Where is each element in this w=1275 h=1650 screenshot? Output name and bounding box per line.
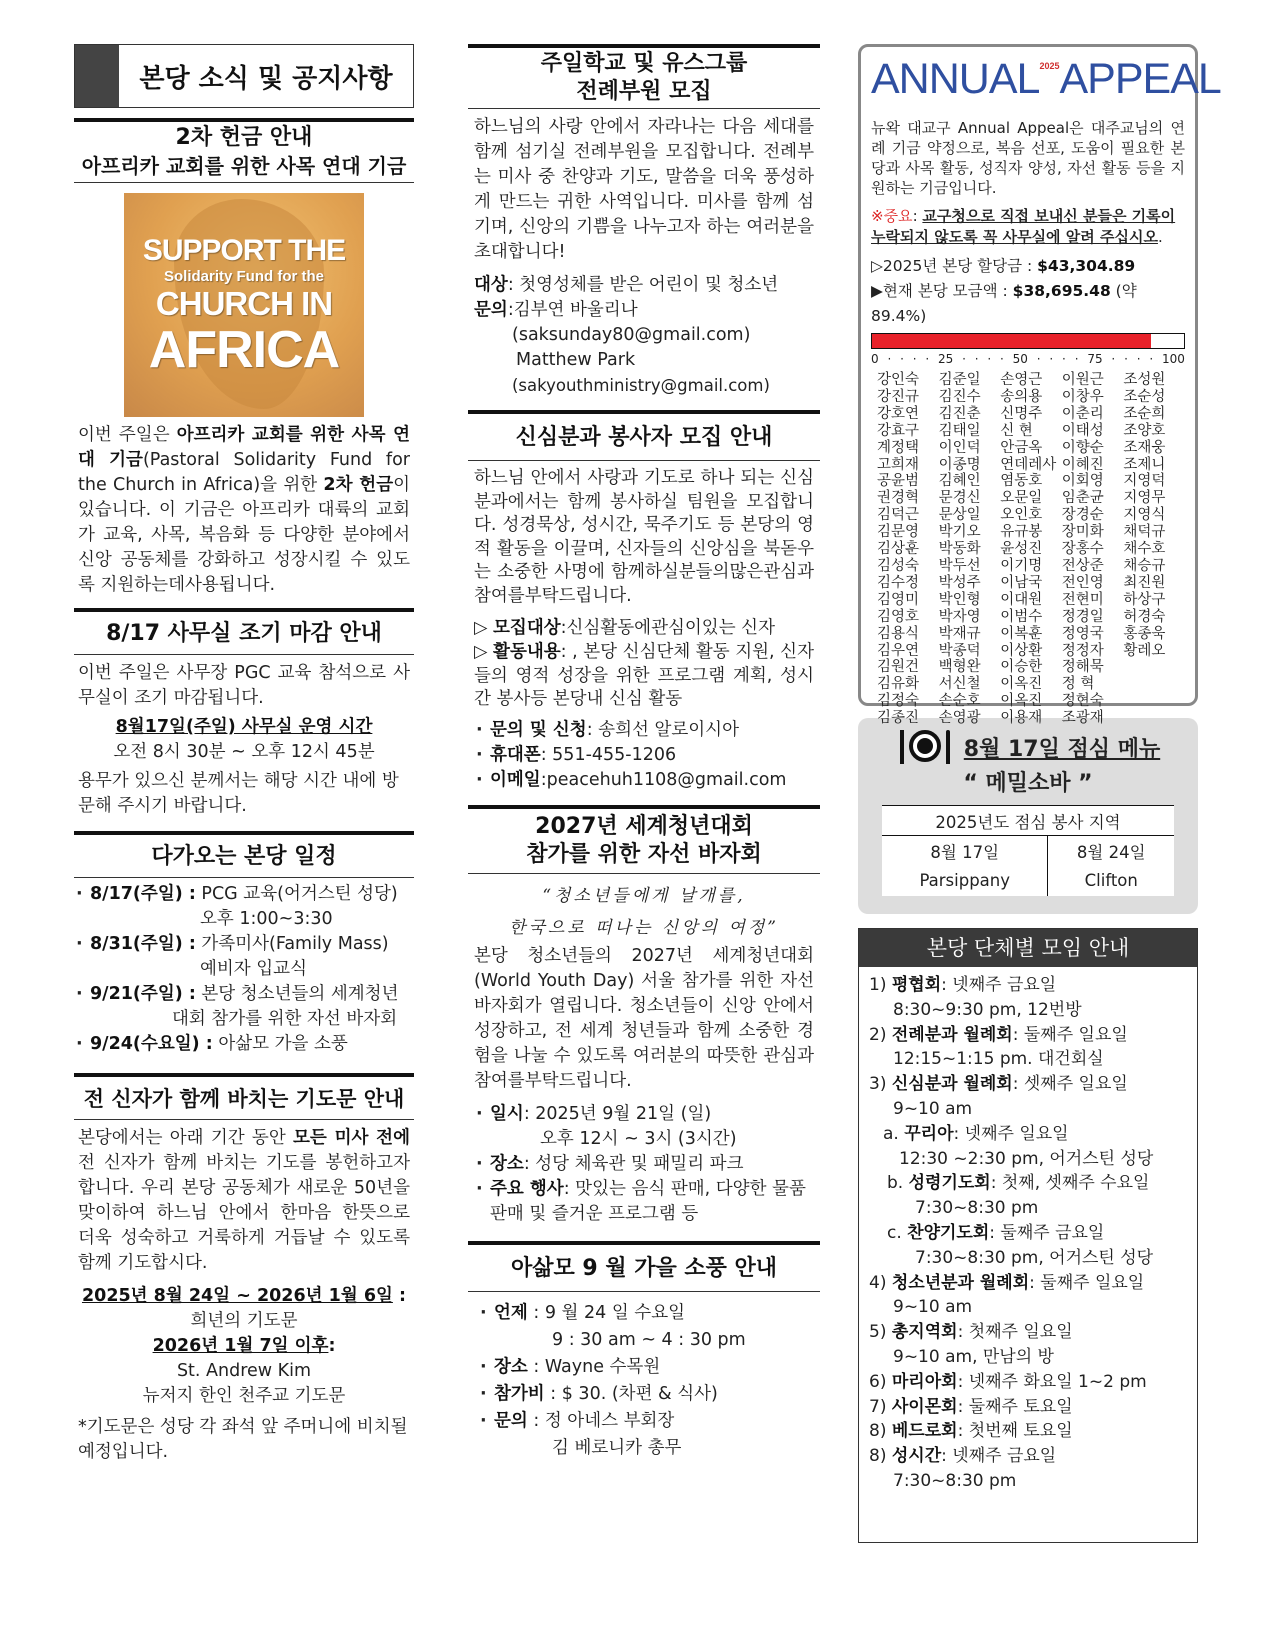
donor-name — [1123, 693, 1185, 710]
donor-name: 고희재 — [877, 456, 920, 473]
appeal-progress-fill — [872, 334, 1151, 348]
group-time: 9~10 am, 만남의 방 — [893, 1346, 1054, 1367]
donor-name: 김수정 — [877, 574, 920, 591]
donor-name: 박인형 — [938, 591, 981, 608]
group-meeting-item — [869, 1072, 1187, 1097]
scale-tick: · — [1149, 352, 1154, 366]
donor-name: 전상준 — [1061, 557, 1104, 574]
wyd-place: · 장소: 성당 체육관 및 패밀리 파크 — [474, 1152, 820, 1177]
group-item-number: 8) — [869, 1421, 892, 1442]
donor-name: 김문영 — [877, 524, 920, 541]
divider — [74, 608, 414, 612]
group-schedule: : 첫째주 일요일 — [957, 1322, 1073, 1343]
prayer-name-2: St. Andrew Kim — [176, 1361, 312, 1381]
donor-name: 김태일 — [938, 422, 981, 439]
service-date: 8월 17일 — [882, 836, 1048, 866]
scale-tick: · — [1074, 352, 1079, 366]
donor-name: 홍종욱 — [1123, 625, 1166, 642]
donor-name: 이범수 — [1000, 608, 1043, 625]
donor-name: 김혜인 — [938, 473, 981, 490]
donor-name: 이기명 — [1000, 557, 1043, 574]
divider — [468, 805, 820, 809]
donor-name: 손영근 — [1000, 372, 1043, 388]
wyd-events: · 주요 행사: 맛있는 음식 판매, 다양한 물품 판매 및 즐거운 프로그램 등 — [474, 1177, 820, 1227]
picnic-contact: · 문의 : 정 아네스 부회장 김 베로니카 총무 — [478, 1408, 820, 1462]
altar-email-2: (sakyouthministry@gmail.com) — [512, 376, 770, 395]
offering-title: 2차 헌금 안내 — [175, 125, 313, 150]
scale-tick: · — [974, 352, 979, 366]
donor-name: 안금옥 — [1000, 439, 1043, 456]
donor-name: 최진원 — [1123, 574, 1166, 591]
scale-tick: · — [987, 352, 992, 366]
donor-name: 박자영 — [938, 608, 981, 625]
lunch-dish: “ 메밀소바 ” — [963, 771, 1093, 796]
volunteer-target: ▷ 모집대상:신심활동에관심이있는 신자 — [474, 618, 775, 638]
donor-name: 지영덕 — [1123, 473, 1166, 490]
group-time: 7:30~8:30 pm, 어거스틴 성당 — [915, 1247, 1154, 1268]
section-header — [74, 44, 414, 108]
group-time: 9~10 am — [893, 1098, 973, 1119]
donor-name: 박동화 — [938, 541, 981, 558]
group-name: 신심분과 월례회 — [891, 1074, 1013, 1095]
scale-tick: 0 — [871, 352, 879, 366]
group-name: 청소년분과 월례회 — [891, 1272, 1030, 1293]
donor-name: 조재웅 — [1123, 439, 1166, 456]
scale-tick: 75 — [1087, 352, 1103, 366]
divider — [468, 460, 820, 461]
group-meeting-item — [869, 1122, 1187, 1147]
donor-name: 채수호 — [1123, 541, 1166, 558]
divider — [468, 44, 820, 48]
plate-cutlery-icon — [896, 728, 954, 766]
donor-name: 손영광 — [938, 710, 981, 727]
donor-name: 박기오 — [938, 524, 981, 541]
offering-subtitle: 아프리카 교회를 위한 사목 연대 기금 — [81, 154, 407, 178]
appeal-description: 뉴왁 대교구 Annual Appeal은 대주교님의 연례 기금 약정으로, 복음 선포, 도움이 필요한 본당과 사목 활동, 성직자 양성, 자선 활동 등을 지원하는 기금입니다. — [871, 119, 1185, 197]
office-hours-title: 8월17일(주일) 사무실 운영 시간 — [115, 717, 373, 737]
donor-name: 박성주 — [938, 574, 981, 591]
donor-name: 공윤범 — [877, 473, 920, 490]
altar-title: 주일학교 및 유스그룹 — [540, 51, 748, 76]
group-item-number: 3) — [869, 1074, 892, 1095]
donor-name: 연데레사 — [1000, 456, 1057, 473]
scale-tick: · — [925, 352, 930, 366]
group-meeting-item — [869, 1395, 1187, 1420]
group-schedule: : 넷째주 일요일 — [953, 1123, 1069, 1144]
group-schedule: : 첫번째 토요일 — [957, 1421, 1073, 1442]
lunch-menu-title: 8월 17일 점심 메뉴 — [963, 736, 1161, 762]
donor-name: 김종진 — [877, 710, 920, 727]
wyd-slogan-2: 한국으로 떠나는 신앙의 여정” — [509, 917, 779, 938]
group-name: 총지역회 — [891, 1322, 958, 1343]
scale-tick: · — [1036, 352, 1041, 366]
volunteer-contact: · 문의 및 신청: 송희선 알로이시아 — [474, 718, 820, 743]
poster-line: SUPPORT THE — [142, 233, 346, 267]
volunteer-contacts — [468, 718, 820, 793]
group-time: 8:30~9:30 pm, 12번방 — [893, 999, 1082, 1020]
appeal-title: $ANNUAL^{2025}APPEAL$ — [871, 55, 1221, 103]
donor-name: 조광재 — [1061, 710, 1104, 727]
donor-name: 이종명 — [938, 456, 981, 473]
donor-names — [871, 372, 1185, 727]
group-meeting-item — [869, 1023, 1187, 1048]
group-name: 찬양기도회 — [907, 1222, 990, 1243]
group-item-number: 5) — [869, 1322, 892, 1343]
donor-name: 이향순 — [1061, 439, 1104, 456]
prayer-name-3: 뉴저지 한인 천주교 기도문 — [142, 1386, 346, 1406]
group-time: 7:30~8:30 pm — [893, 1470, 1017, 1491]
group-item-number: c. — [887, 1222, 908, 1243]
divider — [74, 182, 414, 183]
donor-name: 김준일 — [938, 372, 981, 388]
donor-name: 정정자 — [1061, 642, 1104, 659]
group-schedule: : 셋째주 일요일 — [1012, 1074, 1128, 1095]
donor-name: 오인호 — [1000, 507, 1043, 524]
divider — [468, 108, 820, 109]
group-meeting-item — [869, 1444, 1187, 1469]
donor-name: 김정숙 — [877, 693, 920, 710]
donor-name — [1123, 710, 1185, 727]
donor-name: 이용재 — [1000, 710, 1043, 727]
group-meeting-item — [869, 1419, 1187, 1444]
scale-tick: 100 — [1161, 352, 1185, 366]
donor-name: 신명주 — [1000, 405, 1043, 422]
group-name: 성시간 — [891, 1446, 942, 1467]
scale-tick: · — [912, 352, 917, 366]
donor-name: 계정택 — [877, 439, 920, 456]
donor-name: 염동호 — [1000, 473, 1043, 490]
wyd-title: 2027년 세계청년대회 — [535, 813, 753, 839]
group-schedule: : 첫째, 셋째주 수요일 — [990, 1173, 1150, 1194]
donor-name: 이회영 — [1061, 473, 1104, 490]
donor-name: 지영무 — [1123, 490, 1166, 507]
donor-name: 김성숙 — [877, 557, 920, 574]
group-item-number: a. — [883, 1123, 905, 1144]
group-meetings-title: 본당 단체별 모임 안내 — [859, 929, 1197, 967]
picnic-place: · 장소 : Wayne 수목원 — [478, 1354, 820, 1381]
altar-contact-name: Matthew Park — [516, 350, 636, 370]
donor-name: 이혜진 — [1061, 456, 1104, 473]
donor-name: 이남국 — [1000, 574, 1043, 591]
volunteer-phone: · 휴대폰: 551-455-1206 — [474, 743, 820, 768]
donor-name: 백형완 — [938, 659, 981, 676]
donor-name: 유규봉 — [1000, 524, 1043, 541]
donor-name: 김우연 — [877, 642, 920, 659]
divider — [468, 1241, 820, 1245]
group-meeting-item — [869, 1171, 1187, 1196]
picnic-when: · 언제 : 9 월 24 일 수요일 9 : 30 am ~ 4 : 30 pm — [478, 1300, 820, 1354]
appeal-raised: ▶현재 본당 모금액 : $38,695.48 (약 89.4%) — [871, 282, 1137, 325]
donor-name: 채승규 — [1123, 557, 1166, 574]
annual-appeal-box — [858, 44, 1221, 727]
schedule-title: 다가오는 본당 일정 — [151, 844, 337, 869]
donor-name: 문경신 — [938, 490, 981, 507]
appeal-important: ※중요: 교구청으로 직접 보내신 분들은 기록이 누락되지 않도록 꼭 사무실에 알려 주십시오. — [871, 207, 1176, 246]
header-block — [75, 45, 119, 107]
donor-name: 조양호 — [1123, 422, 1166, 439]
prayer-title: 전 신자가 함께 바치는 기도문 안내 — [83, 1087, 405, 1111]
scale-tick: · — [900, 352, 904, 366]
header-title: 본당 소식 및 공지사항 — [139, 63, 393, 94]
wyd-details — [468, 1102, 820, 1227]
group-schedule: : 넷째주 금요일 — [941, 1446, 1057, 1467]
group-meeting-item — [869, 1370, 1187, 1395]
divider — [74, 1119, 414, 1120]
group-meeting-item — [869, 1320, 1187, 1345]
scale-tick: · — [1049, 352, 1054, 366]
divider — [468, 873, 820, 874]
office-hours: 오전 8시 30분 ~ 오후 12시 45분 — [113, 742, 375, 762]
altar-contact: 문의:김부연 바울리나 — [474, 300, 638, 320]
group-item-number: 8) — [869, 1446, 892, 1467]
divider — [468, 1291, 820, 1292]
donor-name: 조순성 — [1123, 388, 1166, 405]
donor-name: 김진수 — [938, 388, 981, 405]
donor-name: 강효구 — [877, 422, 920, 439]
volunteer-activity: ▷ 활동내용: , 본당 신심단체 활동 지원, 신자들의 영적 성장을 위한 프로그램 계획, 성시간 봉사등 본당내 신심 활동 — [474, 642, 814, 709]
group-schedule: : 둘째주 금요일 — [989, 1222, 1105, 1243]
donor-name: 이인덕 — [938, 439, 981, 456]
donor-name: 전인영 — [1061, 574, 1104, 591]
donor-name: 강진규 — [877, 388, 920, 405]
group-item-number: b. — [887, 1173, 909, 1194]
poster-line: AFRICA — [148, 320, 340, 379]
donor-name: 박종덕 — [938, 642, 981, 659]
schedule-list — [74, 882, 414, 1057]
group-meetings-box — [858, 928, 1198, 1543]
donor-name: 이창우 — [1061, 388, 1104, 405]
donor-name: 김덕근 — [877, 507, 920, 524]
group-schedule: : 둘째주 일요일 — [1012, 1024, 1128, 1045]
group-time: 12:30 ~2:30 pm, 어거스틴 성당 — [899, 1148, 1154, 1169]
group-item-number: 7) — [869, 1396, 892, 1417]
donor-name: 조순희 — [1123, 405, 1166, 422]
group-item-number: 2) — [869, 1024, 892, 1045]
donor-name: 신 현 — [1000, 422, 1033, 439]
donor-name: 이승한 — [1000, 659, 1043, 676]
donor-name: 김용식 — [877, 625, 920, 642]
divider — [74, 831, 414, 835]
altar-body: 하느님의 사랑 안에서 자라나는 다음 세대를 함께 섬기실 전례부원을 모집합니다. 전례부는 미사 중 찬양과 기도, 말씀을 더욱 풍성하게 만드는 귀한 사역입니다. 미사를 함께 섬기며, 신앙의 기쁨을 나누고자 하는 여러분을 초대합니다! — [474, 117, 814, 262]
poster-line: CHURCH IN — [155, 284, 333, 322]
altar-target: 대상: 첫영성체를 받은 어린이 및 청소년 — [474, 275, 779, 295]
volunteer-title: 신심분과 봉사자 모집 안내 — [515, 425, 773, 450]
donor-name — [1123, 659, 1185, 676]
donor-name: 손순호 — [938, 693, 981, 710]
donor-name: 장홍수 — [1061, 541, 1104, 558]
wyd-date: · 일시: 2025년 9월 21일 (일) 오후 12시 ~ 3시 (3시간) — [474, 1102, 820, 1152]
donor-name: 윤성진 — [1000, 541, 1043, 558]
africa-fund-poster — [124, 193, 364, 417]
group-schedule: : 둘째주 토요일 — [957, 1396, 1073, 1417]
office-title: 8/17 사무실 조기 마감 안내 — [106, 621, 382, 646]
schedule-item: · 8/31(주일) : 가족미사(Family Mass) 예비자 입교식 — [74, 932, 414, 982]
group-meeting-item — [869, 1271, 1187, 1296]
group-time: 12:15~1:15 pm. 대건회실 — [893, 1049, 1104, 1070]
donor-name: 박두선 — [938, 557, 981, 574]
prayer-period-1: 2025년 8월 24일 ~ 2026년 1월 6일 : — [81, 1286, 407, 1306]
group-item-number: 1) — [869, 975, 892, 995]
donor-name: 이옥진 — [1000, 693, 1043, 710]
donor-name: 정현숙 — [1061, 693, 1104, 710]
volunteer-email: · 이메일:peacehuh1108@gmail.com — [474, 768, 820, 793]
donor-name: 허경숙 — [1123, 608, 1166, 625]
prayer-note: *기도문은 성당 각 좌석 앞 주머니에 비치될 예정입니다. — [78, 1417, 408, 1462]
schedule-item: · 9/21(주일) : 본당 청소년들의 세계청년 대회 참가를 위한 자선 바자회 — [74, 982, 414, 1032]
donor-name: 황레오 — [1123, 642, 1166, 659]
prayer-period-2: 2026년 1월 7일 이후: — [152, 1336, 336, 1356]
column-appeal — [858, 44, 1221, 1543]
wyd-slogan-1: “청소년들에게 날개를, — [542, 885, 746, 906]
divider — [74, 1073, 414, 1077]
altar-subtitle: 전례부원 모집 — [576, 79, 712, 104]
lunch-menu-box — [858, 718, 1198, 914]
donor-name: 김유화 — [877, 676, 920, 693]
service-region: Parsippany — [882, 866, 1048, 896]
scale-tick: 25 — [938, 352, 954, 366]
group-meeting-item — [869, 1221, 1187, 1246]
lunch-menu-header — [872, 728, 1184, 766]
altar-email-1: (saksunday80@gmail.com) — [512, 325, 751, 345]
group-name: 전례분과 월례회 — [891, 1024, 1013, 1045]
appeal-progress-bar — [871, 333, 1185, 349]
donor-name: 정영국 — [1061, 625, 1104, 642]
donor-name: 김영미 — [877, 591, 920, 608]
donor-name — [1123, 676, 1185, 693]
wyd-body: 본당 청소년들의 2027년 세계청년대회(World Youth Day) 서울 참가를 위한 자선 바자회가 열립니다. 청소년들이 신앙 안에서 성장하고, 전 세계 청년들과 함께 소중한 경험을 나눌 수 있도록 여러분의 따뜻한 관심과 참여를부탁드립니다. — [474, 945, 814, 1091]
donor-name: 김상훈 — [877, 541, 920, 558]
divider — [74, 118, 414, 122]
appeal-progress-scale — [871, 352, 1185, 366]
group-schedule: : 넷째주 금요일 — [941, 975, 1057, 995]
donor-name: 오문일 — [1000, 490, 1043, 507]
group-item-number: 4) — [869, 1272, 892, 1293]
office-body: 이번 주일은 사무장 PGC 교육 참석으로 사무실이 조기 마감됩니다. — [78, 663, 410, 708]
group-name: 마리아회 — [891, 1371, 958, 1392]
wyd-subtitle: 참가를 위한 자선 바자회 — [526, 841, 762, 867]
office-note: 용무가 있으신 분께서는 해당 시간 내에 방문해 주시기 바랍니다. — [78, 771, 399, 816]
service-region: Clifton — [1084, 871, 1138, 890]
service-date: 8월 24일 — [1076, 842, 1146, 862]
scale-tick: · — [1062, 352, 1066, 366]
donor-name: 서신철 — [938, 676, 981, 693]
donor-name: 이복훈 — [1000, 625, 1043, 642]
donor-name: 하상구 — [1123, 591, 1166, 608]
prayer-body: 본당에서는 아래 기간 동안 모든 미사 전에 전 신자가 함께 바치는 기도를 봉헌하고자 합니다. 우리 본당 공동체가 새로운 50년을 맞이하여 하느님 안에서 한마음 한뜻으로 더욱 성숙하고 거룩하게 거듭날 수 있도록 함께 기도합시다. — [78, 1128, 410, 1273]
donor-name: 김원건 — [877, 659, 920, 676]
scale-tick: · — [962, 352, 966, 366]
group-time: 9~10 am — [893, 1297, 973, 1318]
donor-name: 박재규 — [938, 625, 981, 642]
donor-name: 이춘리 — [1061, 405, 1104, 422]
donor-name: 이원근 — [1061, 372, 1104, 388]
donor-name: 이대원 — [1000, 591, 1043, 608]
donor-name: 조성원 — [1123, 372, 1166, 388]
picnic-details — [468, 1300, 820, 1462]
donor-name: 강인숙 — [877, 372, 920, 388]
schedule-item: · 9/24(수요일) : 아삶모 가을 소풍 — [74, 1032, 414, 1057]
donor-name: 정경일 — [1061, 608, 1104, 625]
poster-line: Solidarity Fund for the — [164, 267, 324, 285]
donor-name: 이옥진 — [1000, 676, 1043, 693]
donor-name: 문상일 — [938, 507, 981, 524]
group-name: 베드로회 — [891, 1421, 958, 1442]
donor-name: 전현미 — [1061, 591, 1104, 608]
donor-name: 이태성 — [1061, 422, 1104, 439]
prayer-name-1: 희년의 기도문 — [190, 1311, 298, 1331]
schedule-item: · 8/17(주일) : PCG 교육(어거스틴 성당) 오후 1:00~3:30 — [74, 882, 414, 932]
scale-tick: · — [1136, 352, 1141, 366]
donor-name: 채덕규 — [1123, 524, 1166, 541]
group-schedule: : 넷째주 화요일 1~2 pm — [957, 1371, 1147, 1392]
donor-name: 강호연 — [877, 405, 920, 422]
picnic-title: 아삶모 9 월 가을 소풍 안내 — [510, 1255, 778, 1281]
donor-name: 정 혁 — [1061, 676, 1095, 693]
group-name: 꾸리아 — [904, 1123, 954, 1144]
donor-name: 임춘균 — [1061, 490, 1104, 507]
picnic-fee: · 참가비 : $ 30. (차편 & 식사) — [478, 1381, 820, 1408]
column-parish-news — [74, 44, 414, 1465]
divider — [468, 410, 820, 414]
donor-name: 이상환 — [1000, 642, 1043, 659]
donor-name: 장미화 — [1061, 524, 1104, 541]
group-item-number: 6) — [869, 1371, 892, 1392]
donor-name: 조제니 — [1123, 456, 1166, 473]
column-recruitment — [468, 44, 820, 1462]
group-name: 성령기도회 — [908, 1173, 991, 1194]
scale-tick: · — [1000, 352, 1004, 366]
group-time: 7:30~8:30 pm — [915, 1198, 1039, 1219]
donor-name: 장경순 — [1061, 507, 1104, 524]
group-meetings-list — [859, 967, 1197, 1500]
donor-name: 김진춘 — [938, 405, 981, 422]
divider — [74, 654, 414, 655]
scale-tick: · — [1124, 352, 1128, 366]
scale-tick: 50 — [1012, 352, 1028, 366]
group-meeting-item — [869, 973, 1187, 998]
scale-tick: · — [1111, 352, 1116, 366]
lunch-service-table — [882, 805, 1174, 896]
donor-name: 송의용 — [1000, 388, 1043, 405]
donor-name: 정해묵 — [1061, 659, 1104, 676]
volunteer-body: 하느님 안에서 사랑과 기도로 하나 되는 신심분과에서는 함께 봉사하실 팀원을 모집합니다. 성경묵상, 성시간, 묵주기도 등 본당의 영적 활동을 이끌며, 신자들의 신앙심을 북돋우는 소중한 사명에 함께하실분들의많은관심과참여를부탁드립니다. — [474, 468, 814, 606]
group-name: 평협회 — [891, 975, 942, 995]
appeal-assessment: ▷2025년 본당 할당금 : $43,304.89 — [871, 257, 1136, 275]
service-table-title: 2025년도 점심 봉사 지역 — [882, 806, 1174, 836]
donor-name: 김영호 — [877, 608, 920, 625]
group-schedule: : 둘째주 일요일 — [1029, 1272, 1145, 1293]
scale-tick: · — [887, 352, 892, 366]
donor-name: 지영식 — [1123, 507, 1166, 524]
offering-body: 이번 주일은 아프리카 교회를 위한 사목 연대 기금(Pastoral Solidarity Fund for the Church in Africa)을 위한 2차 헌금이 있습니다. 이 기금은 아프리카 대륙의 교회가 교육, 사목, 복음화 등 다양한 분야에서 신앙 공동체를 강화하고 성장시킬 수 있도록 지원하는데사용됩니다. — [78, 425, 411, 595]
divider — [74, 877, 414, 878]
donor-name: 권경혁 — [877, 490, 920, 507]
group-name: 사이몬회 — [891, 1396, 958, 1417]
